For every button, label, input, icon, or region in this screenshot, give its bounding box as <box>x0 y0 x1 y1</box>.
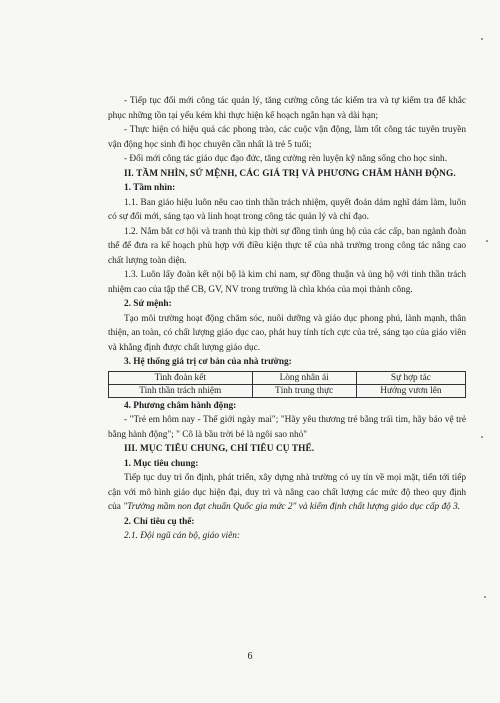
table-cell: Tính trung thực <box>252 384 356 397</box>
table-row <box>109 384 466 397</box>
paragraph-1-1: 1.1. Ban giáo hiệu luôn nêu cao tinh thần trách nhiệm, quyết đoán dám nghĩ dám làm, luôn có sự đổi mới, sáng tạo và linh hoạt trong công tác quản lý và chỉ đạo. <box>108 197 466 222</box>
table-cell: Sự hợp tác <box>356 371 465 384</box>
paragraph-general-goal <box>108 471 466 515</box>
scan-speck <box>481 436 483 438</box>
paragraph-1-2: 1.2. Nắm bắt cơ hội và tranh thủ kịp thời sự đồng tình ủng hộ của các cấp, ban ngành đoàn thể để đưa ra kế hoạch phù hợp với điều kiện thực tế của nhà trường trong công tác nâng cao chất lượng toàn diện. <box>108 226 466 266</box>
heading-staff: 2.1. Đội ngũ cán bộ, giáo viên: <box>124 531 240 541</box>
section-heading-ii: II. TẦM NHÌN, SỨ MỆNH, CÁC GIÁ TRỊ VÀ PHƯƠNG CHÂM HÀNH ĐỘNG. <box>124 168 456 179</box>
goal-text: Tiếp tục duy trì ổn định, phát triển, xây dựng nhà trường có uy tín về mọi mặt, tiến tới tiếp cận với mô hình giáo dục hiện đại, duy trì và nâng cao chất lượng các mức độ theo quy định của <box>108 473 466 512</box>
values-table <box>108 371 466 398</box>
bullet-ethics: - Đổi mới công tác giáo dục đạo đức, tăng cường rèn luyện kỹ năng sống cho học sinh. <box>124 154 448 164</box>
scan-speck <box>484 596 486 598</box>
table-row <box>109 371 466 384</box>
heading-motto: 4. Phương châm hành động: <box>124 400 237 411</box>
page-content <box>108 94 466 544</box>
paragraph-mission: Tạo môi trường hoạt động chăm sóc, nuôi dưỡng và giáo dục phong phú, lành mạnh, thân thiện, an toàn, có chất lượng giáo dục cao, phát huy tính tích cực của trẻ, sáng tạo của giáo viên và khẳng định được chất lượng giáo dục. <box>108 313 466 353</box>
table-cell: Tinh thần trách nhiệm <box>109 384 253 397</box>
heading-vision: 1. Tầm nhìn: <box>124 183 176 193</box>
heading-specific-targets: 2. Chỉ tiêu cụ thể: <box>124 516 195 527</box>
table-cell: Hướng vươn lên <box>356 384 465 397</box>
section-heading-iii: III. MỤC TIÊU CHUNG, CHỈ TIÊU CỤ THỂ. <box>124 444 315 454</box>
paragraph-motto: - "Trẻ em hôm nay - Thế giới ngày mai"; "Hãy yêu thương trẻ bằng trái tim, hãy bảo vệ trẻ bằng hành động"; " Cô là bầu trời bé là ngôi sao nhỏ" <box>108 415 466 440</box>
scan-speck <box>481 38 483 40</box>
heading-values: 3. Hệ thống giá trị cơ bản của nhà trường: <box>124 357 292 367</box>
table-cell: Lòng nhân ái <box>252 371 356 384</box>
table-cell: Tinh đoàn kết <box>109 371 253 384</box>
heading-mission: 2. Sứ mệnh: <box>124 299 172 309</box>
bullet-management: - Tiếp tục đổi mới công tác quản lý, tăng cường công tác kiểm tra và tự kiểm tra để khắc phục những tồn tại yếu kém khi thực hiện kế hoạch ngắn hạn và dài hạn; <box>108 96 466 121</box>
page-number: 6 <box>247 651 253 662</box>
bullet-movements: - Thực hiện có hiệu quả các phong trào, các cuộc vận động, làm tốt công tác tuyên truyền vận động học sinh đi học chuyên cần nhất là trẻ 5 tuổi; <box>108 125 466 150</box>
scan-speck <box>486 240 488 242</box>
paragraph-1-3: 1.3. Luôn lấy đoàn kết nội bộ là kim chỉ nam, sự đồng thuận và ủng hộ với tinh thần trách nhiệm cao của tập thể CB, GV, NV trong trường là chìa khóa của mọi thành công. <box>108 270 466 295</box>
heading-general-goal: 1. Mục tiêu chung: <box>124 458 199 469</box>
goal-text-italic: "Trường mầm non đạt chuẩn Quốc gia mức 2" và kiểm định chất lượng giáo dục cấp độ 3. <box>123 502 461 512</box>
